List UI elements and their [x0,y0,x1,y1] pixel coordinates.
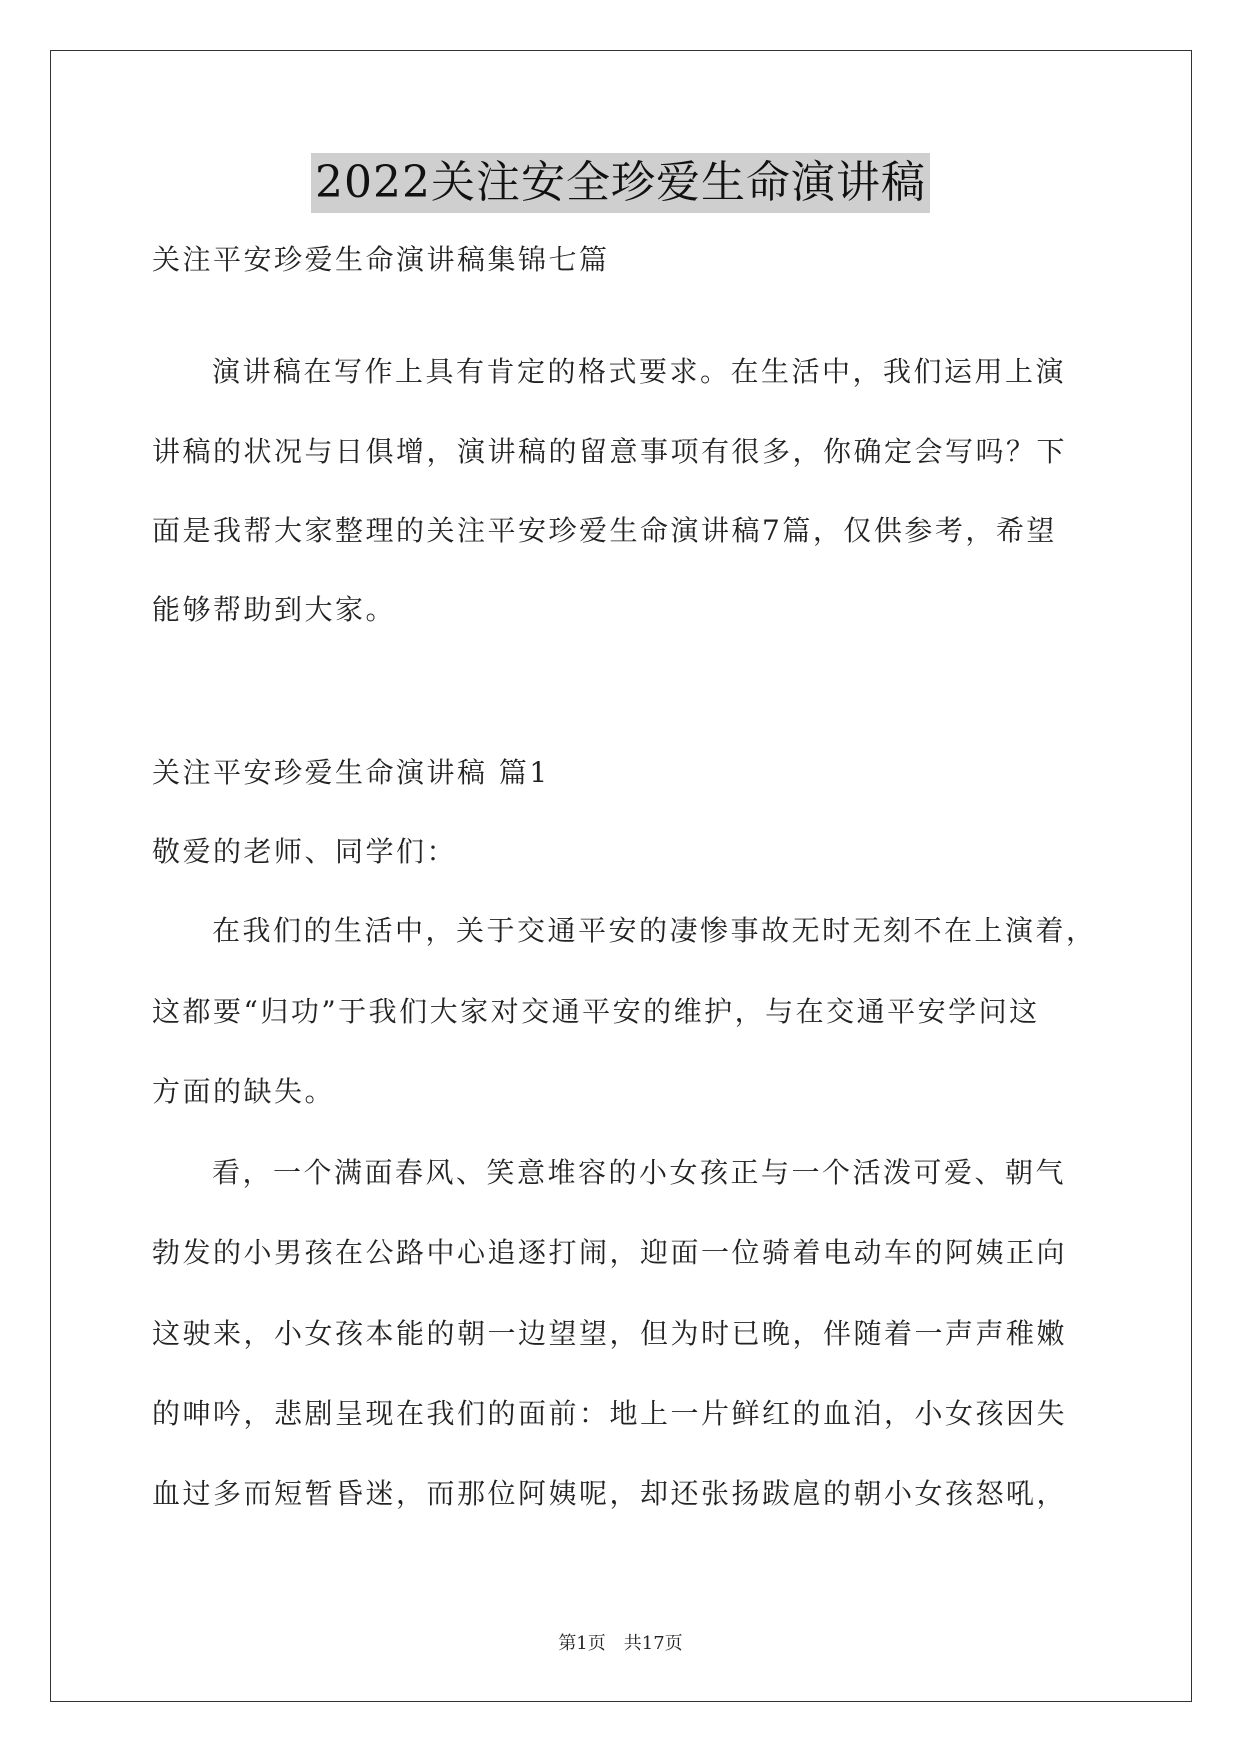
paragraph-line: 这都要“归功”于我们大家对交通平安的维护，与在交通平安学问这 [152,995,1040,1028]
paragraph-line: 在我们的生活中，关于交通平安的凄惨事故无时无刻不在上演着， [212,914,1097,947]
page-total: 共17页 [623,1633,683,1654]
paragraph-line: 血过多而短暂昏迷，而那位阿姨呢，却还张扬跋扈的朝小女孩怒吼， [152,1477,1068,1510]
paragraph-line: 的呻吟，悲剧呈现在我们的面前：地上一片鲜红的血泊，小女孩因失 [152,1397,1068,1430]
paragraph-line: 能够帮助到大家。 [152,593,397,626]
paragraph-line: 这驶来，小女孩本能的朝一边望望，但为时已晚，伴随着一声声稚嫩 [152,1317,1068,1350]
paragraph-line: 讲稿的状况与日俱增，演讲稿的留意事项有很多，你确定会写吗？下 [152,435,1068,468]
paragraph-line: 面是我帮大家整理的关注平安珍爱生命演讲稿7篇，仅供参考，希望 [152,514,1057,547]
title-container [0,153,1241,213]
subtitle-line: 关注平安珍爱生命演讲稿集锦七篇 [152,243,610,276]
paragraph-line: 演讲稿在写作上具有肯定的格式要求。在生活中，我们运用上演 [212,355,1067,388]
paragraph-line: 勃发的小男孩在公路中心追逐打闹，迎面一位骑着电动车的阿姨正向 [152,1236,1068,1269]
page-border [50,50,1192,1702]
page-footer [0,1632,1241,1656]
page-number: 第1页 [558,1633,606,1654]
paragraph-line: 方面的缺失。 [152,1075,336,1108]
section-heading: 关注平安珍爱生命演讲稿 篇1 [152,756,550,789]
document-title: 2022关注安全珍爱生命演讲稿 [311,153,930,213]
paragraph-line: 看，一个满面春风、笑意堆容的小女孩正与一个活泼可爱、朝气 [212,1156,1067,1189]
salutation-line: 敬爱的老师、同学们： [152,835,458,868]
